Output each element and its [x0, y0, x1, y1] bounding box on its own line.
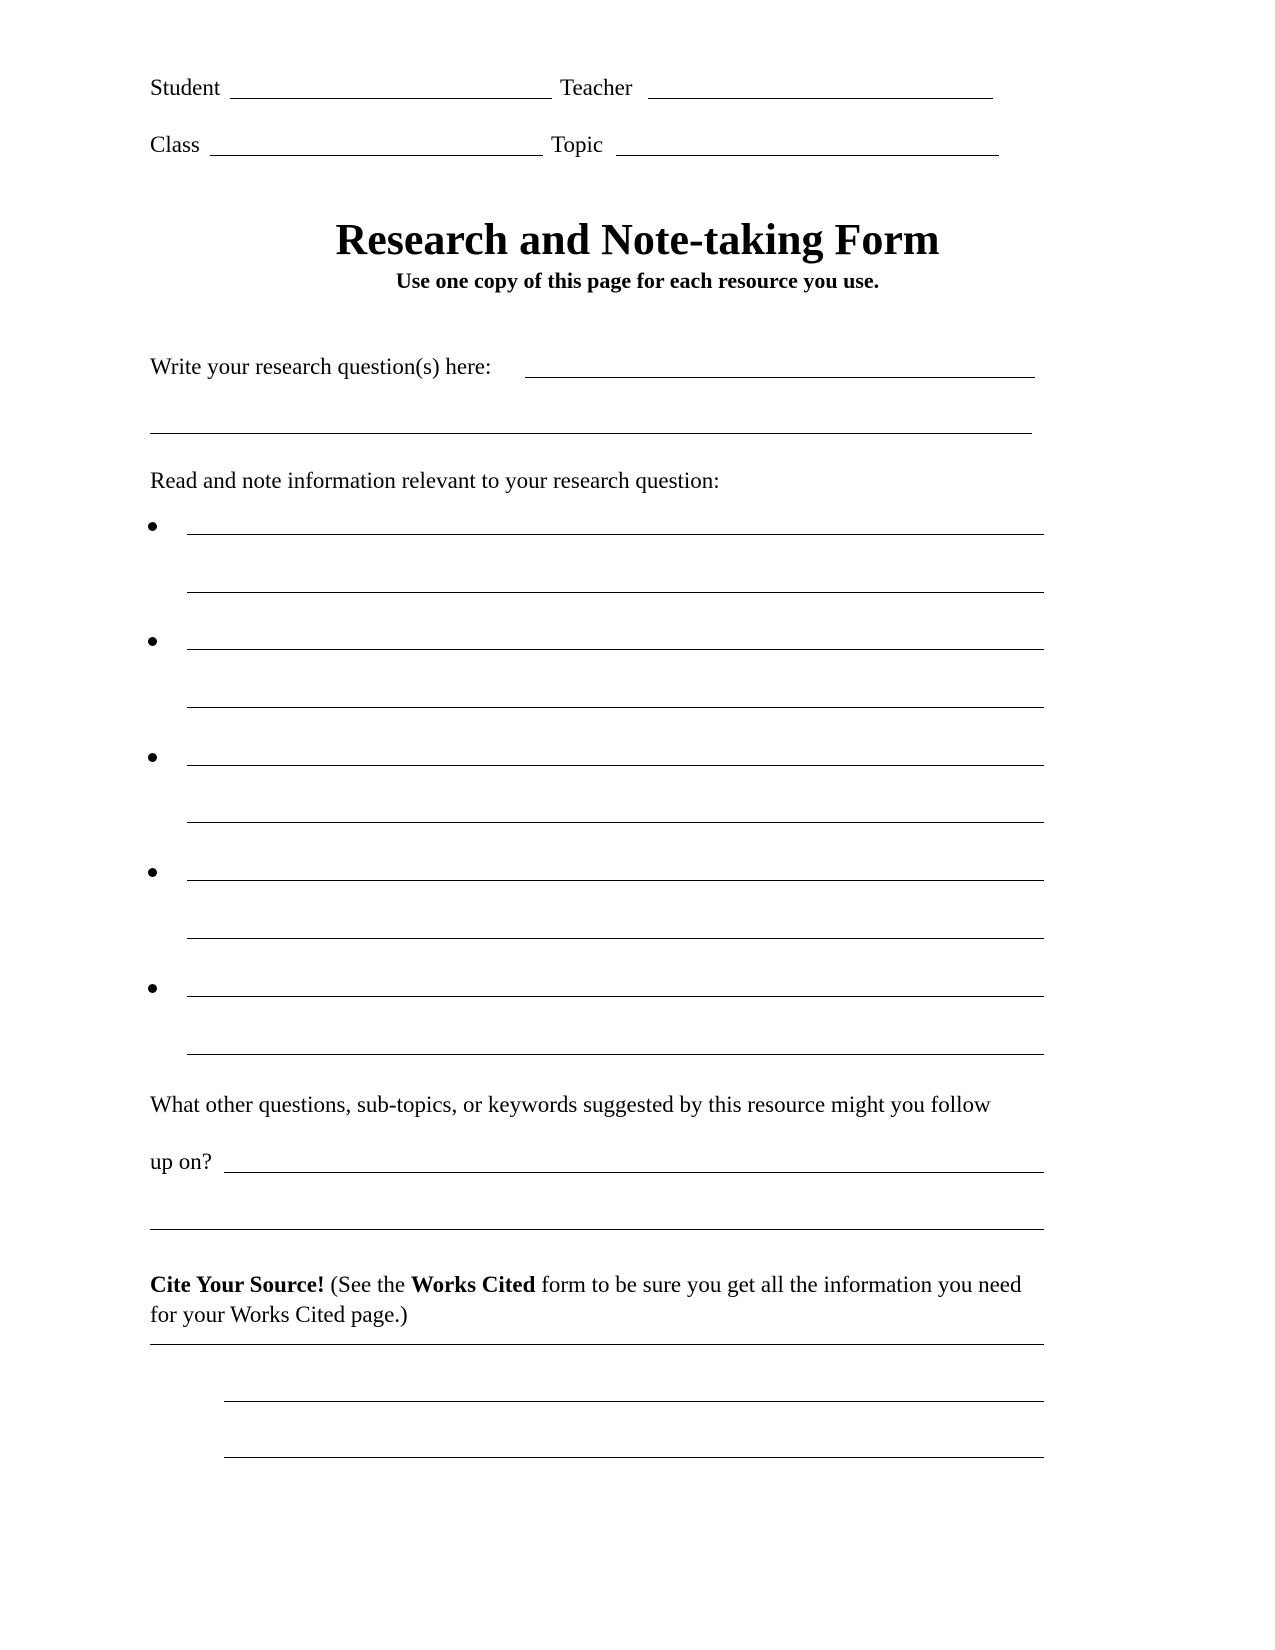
class-label: Class [150, 132, 200, 157]
bullet-icon [148, 753, 157, 762]
notes-prompt: Read and note information relevant to your research question: [150, 468, 720, 493]
followup-prompt: What other questions, sub-topics, or keywords suggested by this resource might you follow [150, 1092, 991, 1117]
page-subtitle: Use one copy of this page for each resource you use. [395, 268, 880, 293]
bullet-icon [148, 522, 157, 531]
note-field[interactable] [187, 765, 1044, 766]
note-field[interactable] [187, 649, 1044, 650]
cite-source-instructions [150, 1270, 1050, 1330]
note-field[interactable] [187, 822, 1044, 823]
note-field[interactable] [187, 1054, 1044, 1055]
note-field[interactable] [187, 938, 1044, 939]
citation-field[interactable] [150, 1344, 1044, 1345]
citation-field[interactable] [224, 1401, 1044, 1402]
research-question-field[interactable] [525, 377, 1035, 378]
teacher-field[interactable] [648, 98, 993, 99]
research-question-field[interactable] [150, 433, 1032, 434]
works-cited-label: Works Cited [410, 1272, 536, 1297]
note-field[interactable] [187, 534, 1044, 535]
class-field[interactable] [210, 155, 543, 156]
cite-text: form to be sure you get all the information you need for your Works Cited page.) [150, 1272, 1022, 1327]
bullet-icon [148, 984, 157, 993]
note-field[interactable] [187, 592, 1044, 593]
note-field[interactable] [187, 880, 1044, 881]
followup-field[interactable] [224, 1172, 1044, 1173]
student-field[interactable] [230, 98, 552, 99]
page-title: Research and Note-taking Form [335, 215, 940, 264]
bullet-icon [148, 868, 157, 877]
cite-heading: Cite Your Source! [150, 1272, 325, 1297]
research-question-prompt: Write your research question(s) here: [150, 354, 492, 379]
topic-field[interactable] [616, 155, 999, 156]
followup-prompt-continued: up on? [150, 1149, 212, 1174]
topic-label: Topic [551, 132, 604, 157]
followup-field[interactable] [150, 1229, 1044, 1230]
bullet-icon [148, 637, 157, 646]
note-field[interactable] [187, 996, 1044, 997]
cite-text: (See the [324, 1272, 411, 1297]
citation-field[interactable] [224, 1457, 1044, 1458]
note-field[interactable] [187, 707, 1044, 708]
teacher-label: Teacher [560, 75, 633, 100]
student-label: Student [150, 75, 221, 100]
